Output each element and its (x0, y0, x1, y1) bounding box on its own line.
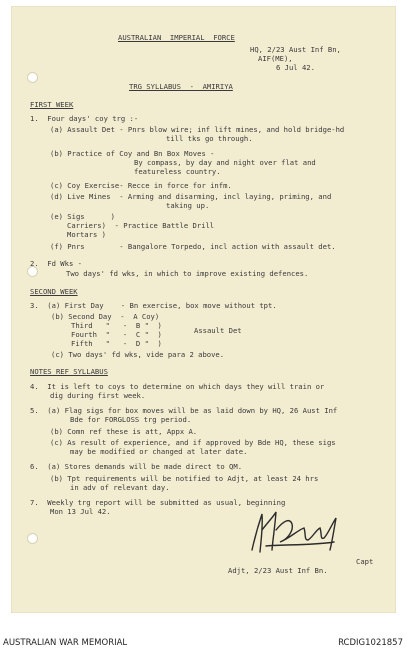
para-1b-cont: By compass, by day and night over flat and (134, 158, 316, 167)
para-1d: (d) Live Mines - Arming and disarming, incl laying, priming, and (50, 192, 332, 201)
para-3b: (b) Second Day - A Coy) (51, 312, 160, 321)
assault-det-label: Assault Det (194, 326, 242, 335)
para-1e: (e) Sigs ) (50, 212, 115, 221)
document-title: TRG SYLLABUS - AMIRIYA (129, 82, 233, 91)
para-1e-cont: Carriers) - Practice Battle Drill (67, 221, 215, 230)
first-week-heading: FIRST WEEK (30, 100, 74, 109)
archive-footer (0, 614, 407, 654)
notes-heading: NOTES REF SYLLABUS (30, 367, 108, 376)
archive-ref: RCDIG1021857 (338, 638, 403, 648)
para-1b-cont2: featureless country. (134, 167, 221, 176)
second-week-heading: SECOND WEEK (30, 287, 78, 296)
signatory-position: Adjt, 2/23 Aust Inf Bn. (228, 566, 328, 575)
signatory-rank: Capt (356, 557, 374, 566)
para-1b: (b) Practice of Coy and Bn Box Moves - (50, 149, 215, 158)
para-1a-cont: till tks go through. (166, 134, 253, 143)
para-5b: (b) Comn ref these is att, Appx A. (50, 427, 198, 436)
para-5a-cont: Bde for FORGLOSS trg period. (70, 415, 192, 424)
para-1a: (a) Assault Det - Pnrs blow wire; inf lift mines, and hold bridge-hd (50, 125, 345, 134)
para-6b-cont: in adv of relevant day. (70, 483, 170, 492)
para-3b-third: Third " - B " ) (71, 321, 162, 330)
hq-line: HQ, 2/23 Aust Inf Bn, (250, 45, 341, 54)
para-2: 2. Fd Wks - (30, 259, 82, 268)
para-5c: (c) As result of experience, and if approved by Bde HQ, these sigs (50, 438, 336, 447)
para-4-cont: dig during first week. (50, 391, 146, 400)
force-heading: AUSTRALIAN IMPERIAL FORCE (118, 33, 235, 42)
para-3a: 3. (a) First Day - Bn exercise, box move without tpt. (30, 301, 277, 310)
punch-hole (27, 533, 38, 544)
para-6a: 6. (a) Stores demands will be made direct to QM. (30, 462, 243, 471)
para-5c-cont: may be modified or changed at later date. (70, 447, 248, 456)
para-1e-cont2: Mortars ) (67, 230, 106, 239)
para-6b: (b) Tpt requirements will be notified to Adjt, at least 24 hrs (50, 474, 319, 483)
para-1f: (f) Pnrs - Bangalore Torpedo, incl action with assault det. (50, 242, 336, 251)
para-4: 4. It is left to coys to determine on which days they will train or (30, 382, 325, 391)
para-2-text: Two days' fd wks, in which to improve existing defences. (66, 269, 309, 278)
para-1: 1. Four days' coy trg :- (30, 114, 139, 123)
para-1d-cont: taking up. (166, 201, 210, 210)
punch-hole (27, 72, 38, 83)
unit-line: AIF(ME), (258, 54, 293, 63)
handwritten-signature (246, 500, 342, 558)
para-3b-fifth: Fifth " - D " ) (71, 339, 162, 348)
para-5a: 5. (a) Flag sigs for box moves will be as laid down by HQ, 26 Aust Inf (30, 406, 338, 415)
para-1c: (c) Coy Exercise- Recce in force for infm. (50, 181, 232, 190)
para-3b-fourth: Fourth " - C " ) (71, 330, 162, 339)
date-line: 6 Jul 42. (276, 63, 315, 72)
para-3c: (c) Two days' fd wks, vide para 2 above. (51, 350, 225, 359)
para-7-cont: Mon 13 Jul 42. (50, 507, 111, 516)
para-7: 7. Weekly trg report will be submitted as usual, beginning (30, 498, 286, 507)
archive-name: AUSTRALIAN WAR MEMORIAL (3, 638, 128, 648)
